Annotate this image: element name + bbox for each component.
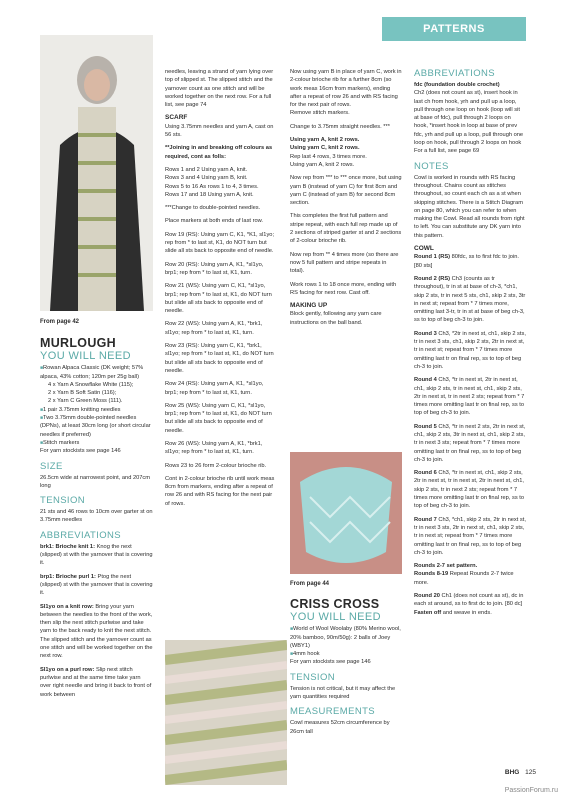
round-item: Round 5 Ch3, *tr in next 2 sts, 2tr in next st, ch1, skip 2 sts, 3tr in next st, ch1, skip 2 sts, tr in next 3 sts; repeat from * 7 times more omitting last tr on final rep, ss to top of beg ch-3 to join.	[414, 423, 526, 463]
abbr-item: brp1: Brioche purl 1: Ptog the next (slipped) st with the yarnover that is covering it.	[40, 573, 153, 597]
round-item: Round 6 Ch3, *tr in next st, ch1, skip 2 sts, 2tr in next st, tr in next st, 2tr in next st, ch1, skip 2 sts, tr in next 2 sts; repeat from * 7 times more omitting last tr on final rep, ss to top of beg ch-3 to join.	[414, 470, 525, 510]
para: Remove stitch markers.	[290, 110, 350, 117]
pattern-title: CRISS CROSS	[290, 597, 380, 612]
row-item: Row 22 (WS): Using yarn A, K1, *brk1, sl1yo; rep from * to last st, K1, turn.	[165, 321, 263, 336]
full-list-note: For a full list, see page 69	[414, 148, 480, 155]
notes-text: Cowl is worked in rounds with RS facing throughout. Chains count as stitches throughout, so count each ch as a st when skipping stitches. There is a Stitch Diagram on page 80, which you can refer to when making the Cowl. Read all rounds from right to left. You can substitute any DK yarn into this pattern.	[414, 174, 525, 239]
joining-text: **Joining in and breaking off colours as required, cont as folls:	[165, 145, 273, 160]
tension-text: 21 sts and 46 rows to 10cm over garter st on 3.75mm needles	[40, 509, 153, 524]
cowl-heading: COWL	[414, 245, 434, 253]
section-tag: PATTERNS	[382, 17, 526, 41]
column-3	[290, 68, 402, 448]
round-item: Round 1 (RS) 80fdc, ss to first fdc to join. [80 sts]	[414, 254, 519, 269]
scarf-using: Using 3.75mm needles and yarn A, cast on 56 sts.	[165, 123, 274, 139]
row-item: Row 23 (RS): Using yarn C, K1, *brk1, sl1yo; rep from * to last st, K1, do NOT turn but slide all sts back to opposite end of needle.	[165, 343, 274, 374]
row-item: Row 21 (WS): Using yarn C, K1, *sl1yo, brp1; rep from * to last st, K1, do NOT turn but slide all sts back to opposite end of needle.	[165, 283, 272, 315]
scarf-heading: SCARF	[165, 114, 188, 122]
abbr-item: Sl1yo on a purl row: Slip next stitch purlwise and at the same time take yarn over right needle and bring it back to front of work between	[40, 666, 152, 698]
column-1	[40, 318, 153, 783]
pattern-title: MURLOUGH	[40, 336, 117, 351]
round-item: Round 20 Ch1 (does not count as st), dc in each st around, ss to first dc to join. [80 dc]	[414, 593, 524, 608]
from-page-label: From page 42	[40, 319, 80, 325]
round-item: Round 4 Ch3, *tr in next st, 2tr in next st, ch1, skip 2 sts, tr in next st, ch1, skip 2 sts, 2tr in next st, tr in next 2 sts; repeat from * 7 times more omitting last tr on final rep, ss to top of beg ch-3 to join.	[414, 377, 525, 417]
round-item: Rounds 2-7 set pattern.	[414, 563, 478, 570]
size-text: 26.5cm wide at narrowest point, and 207cm long	[40, 474, 151, 489]
making-up-heading: MAKING UP	[290, 302, 328, 310]
para: Work rows 1 to 18 once more, ending with RS facing for next row. Cast off.	[290, 281, 397, 296]
need-item: ■ 1 pair 3.75mm knitting needles	[40, 406, 153, 414]
fdc-text: Ch2 (does not count as st), insert hook in last ch from hook, yrh and pull up a loop, pull through one loop on hook (loop will sit at base of fdc), pull through 2 loops on hook, *insert hook in loop at base of prev fdc, yrh and pull up a loop, pull through one loop on hook, pull through 2 loops on hook	[414, 90, 524, 147]
scarf-model-photo	[40, 35, 153, 311]
column-2	[165, 68, 277, 638]
round-item: Round 3 Ch3, *2tr in next st, ch1, skip 2 sts, tr in next 3 sts, ch1, skip 2 sts, 2tr in next st, tr in next st; repeat from * 7 times more omitting last tr on final rep, ss to top of beg ch-3 to join.	[414, 330, 526, 370]
round-item: Fasten off and weave in ends.	[414, 609, 492, 616]
tension-heading: TENSION	[290, 671, 336, 683]
stockists-note: For yarn stockists see page 146	[290, 659, 371, 666]
need-item: ■ Two 3.75mm double-pointed needles (DPNs), at least 30cm long (or short circular needles if preferred)	[40, 414, 153, 439]
round-item: Round 7 Ch3, *ch1, skip 2 sts, 2tr in next st, tr in next 3 sts, 2tr in next st, ch1, skip 2 sts, tr in next st; repeat from * 7 times more omitting last tr on final rep, ss to top of beg ch-3 to join.	[414, 516, 526, 556]
need-item: 4 x Yarn A Snowflake White (115);	[48, 381, 134, 388]
row-item: Row 26 (WS): Using yarn A, K1, *brk1, sl1yo; rep from * to last st, K1, turn.	[165, 440, 263, 456]
para: Now rep from ** 4 times more (so there are now 5 full pattern and stripe repeats in total).	[290, 251, 399, 275]
para: This completes the first full pattern and stripe repeat, with each full rep made up of 2 sections of striped garter st and 2 sections of 2-colour brioche rib.	[290, 213, 402, 245]
scarf-detail-photo	[165, 640, 287, 785]
measurements-text: Cowl measures 52cm circumference by 26cm tall	[290, 720, 390, 735]
from-page-label: From page 44	[290, 581, 330, 587]
row-list: Rows 1 and 2 Using yarn A, knit. Rows 3 and 4 Using yarn B, knit. Rows 5 to 16 As rows 1 to 4, 3 times. Rows 17 and 18 Using yarn A, knit.	[165, 166, 259, 198]
need-item: 2 x Yarn C Green Moss (111).	[48, 398, 123, 405]
place-text: Place markers at both ends of last row.	[165, 218, 263, 225]
need-item: ■ Stitch markers	[40, 439, 153, 447]
abbreviations-heading: ABBREVIATIONS	[414, 68, 496, 79]
scarf-detail-illustration	[165, 640, 287, 785]
fdc-heading: fdc (foundation double crochet)	[414, 82, 500, 88]
stockists-note: For yarn stockists see page 146	[40, 448, 121, 455]
intro-text: needles, leaving a strand of yarn lying over top of slipped st. The slipped stitch and the yarnover count as one stitch and will be worked together on the next row. For a full list, see page 74	[165, 69, 274, 109]
abbr-item: Sl1yo on a knit row: Bring your yarn between the needles to the front of the work, then slip the next stitch purlwise and take yarn to the back ready to knit the next stitch. The slipped stitch and the yarnover count as one stitch and will be worked together on the next row.	[40, 603, 153, 660]
change-text: ***Change to double-pointed needles.	[165, 205, 261, 212]
need-item: ■ World of Wool Woolaby (80% Merino wool, 20% bamboo, 90m/50g): 2 balls of Joey (WBY1)	[290, 625, 402, 650]
para: Now rep from *** to *** once more, but using yarn B (instead of yarn C) for first 8cm and yarn C (instead of yarn B) for second 8cm section.	[290, 175, 402, 207]
row-item: Row 19 (RS): Using yarn C, K1, *K1, sl1yo; rep from * to last st, K1, do NOT turn but slide all sts back to opposite end of needle.	[165, 231, 275, 255]
row-item: Row 24 (RS): Using yarn A, K1, *sl1yo, brp1; rep from * to last st, K1, turn.	[165, 381, 264, 396]
para: Using yarn C, knit 2 rows.	[290, 145, 360, 152]
brand-label: BHG	[504, 769, 520, 776]
para: Using yarn A, knit 2 rows.	[290, 137, 360, 144]
need-item: ■ Rowan Alpaca Classic (DK weight; 57% alpaca, 43% cotton; 120m per 25g ball)	[40, 364, 153, 381]
notes-heading: NOTES	[414, 160, 449, 172]
need-item: ■ 4mm hook	[290, 650, 402, 658]
need-item: 2 x Yarn B Soft Satin (116);	[48, 390, 117, 397]
making-up-text: Block gently, following any yarn care instructions on the ball band.	[290, 311, 382, 326]
you-will-need-heading: YOU WILL NEED	[290, 611, 381, 624]
page-number: 125	[525, 769, 536, 776]
row-item: Row 25 (WS): Using yarn C, K1, *sl1yo, brp1; rep from * to last st, K1, do NOT turn but slide all sts back to opposite end of needle.	[165, 402, 272, 434]
abbreviations-heading: ABBREVIATIONS	[40, 529, 122, 541]
measurements-heading: MEASUREMENTS	[290, 706, 376, 718]
column-4	[414, 68, 526, 783]
page-footer	[505, 769, 536, 776]
round-item: Rounds 8-19 Repeat Rounds 2-7 twice more.	[414, 571, 514, 586]
row-item: Rows 23 to 26 form 2-colour brioche rib.	[165, 462, 267, 469]
size-heading: SIZE	[40, 460, 63, 472]
para: Change to 3.75mm straight needles. ***	[290, 123, 390, 130]
para: Rep last 4 rows, 3 times more.	[290, 153, 367, 160]
scarf-photo-illustration	[40, 35, 153, 311]
abbr-item: brk1: Brioche knit 1: Knog the next (slipped) st with the yarnover that is covering it.	[40, 543, 153, 567]
column-3-lower	[290, 580, 402, 785]
cowl-photo	[290, 452, 402, 574]
round-item: Round 2 (RS) Ch3 (counts as tr throughout), tr in st at base of ch-3, *ch1, skip 2 sts, tr in next 5 sts, ch1, skip 2 sts, 3tr in next st; repeat from * 7 times more, omitting last 3-tr, tr in st at base of beg ch-3, ss to top of beg ch-3 to join.	[414, 275, 526, 324]
tension-text: Tension is not critical, but it may affect the yarn quantities required	[290, 685, 396, 701]
watermark: PassionForum.ru	[504, 787, 558, 794]
para: Now using yarn B in place of yarn C, work in 2-colour brioche rib for a further 8cm (so work meas 16cm from markers), ending after a repeat of row 26 and with RS facing for the next pair of rows.	[290, 69, 402, 109]
cont-text: Cont in 2-colour brioche rib until work meas 8cm from markers, ending after a repeat of row 26 and with RS facing for the next pair of rows.	[165, 475, 275, 507]
you-will-need-heading: YOU WILL NEED	[40, 350, 131, 363]
tension-heading: TENSION	[40, 495, 86, 507]
cowl-illustration	[290, 452, 402, 574]
row-item: Row 20 (RS): Using yarn A, K1, *sl1yo, brp1; rep from * to last st, K1, turn.	[165, 261, 264, 276]
para: Using yarn A, knit 2 rows.	[290, 161, 355, 168]
